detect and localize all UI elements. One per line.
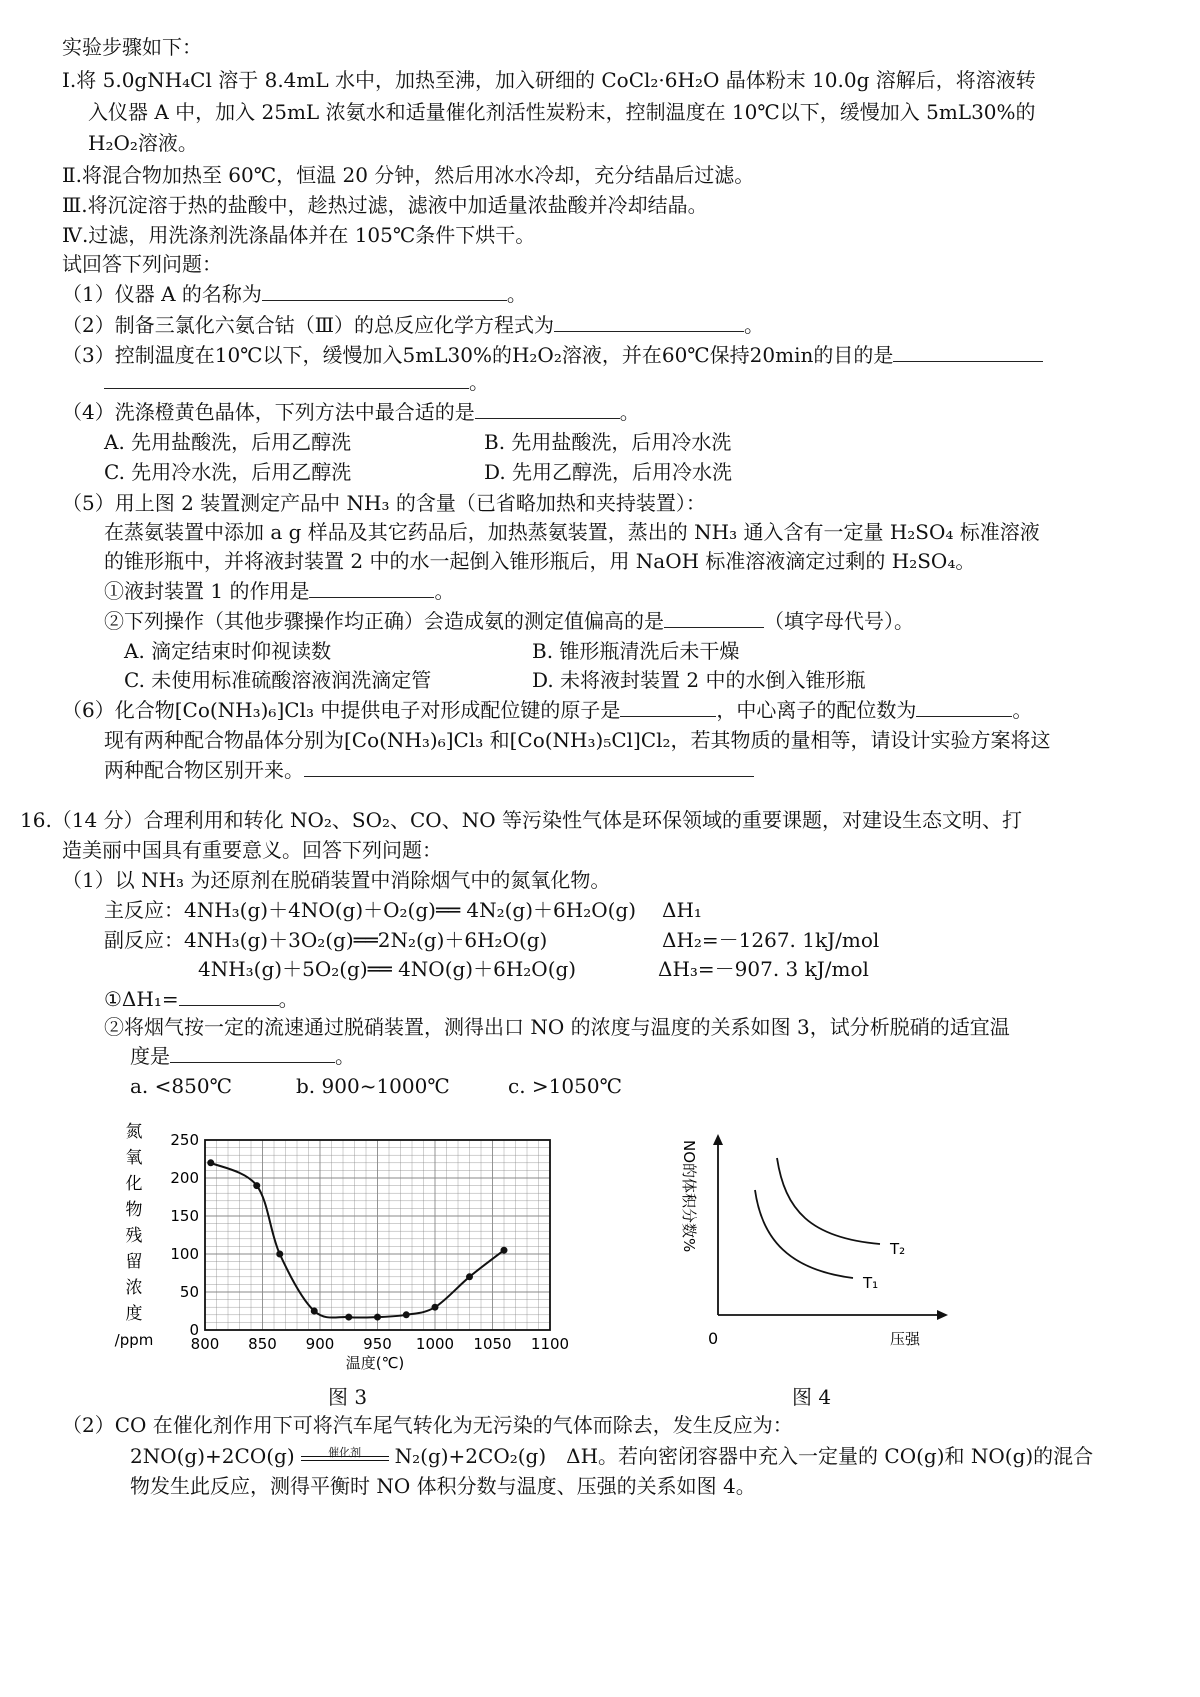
products: N₂(g)+2CO₂(g) <box>394 1444 547 1468</box>
curve-t2 <box>777 1158 880 1244</box>
period: 。 <box>1012 698 1033 722</box>
t1-label: T₁ <box>863 1274 879 1292</box>
side-reaction-2: 4NH₃(g)＋5O₂(g)══ 4NO(g)＋6H₂O(g) <box>198 957 577 981</box>
data-point <box>403 1311 410 1318</box>
temp-option-a: a. <850℃ <box>130 1074 232 1098</box>
data-point <box>345 1314 352 1321</box>
x-tick-label: 1100 <box>530 1335 570 1353</box>
figure-4-caption: 图 4 <box>792 1385 832 1409</box>
y-axis-arrow <box>713 1134 723 1145</box>
data-point <box>276 1251 283 1258</box>
y-tick-label: 0 <box>189 1321 199 1339</box>
x-tick-label: 1050 <box>473 1335 512 1353</box>
grid <box>205 1140 550 1330</box>
y-tick-label: 150 <box>170 1207 199 1225</box>
problem-16-part-2-line-3: 物发生此反应，测得平衡时 NO 体积分数与温度、压强的关系如图 4。 <box>130 1474 756 1498</box>
period: 。 <box>744 313 765 337</box>
y-label-char: 化 <box>125 1174 143 1194</box>
answer-blank[interactable] <box>304 758 754 777</box>
question-6-text-2: ，中心离子的配位数为 <box>716 698 917 722</box>
question-5-sub-1 <box>104 579 454 603</box>
question-6-line-3-text: 两种配合物区别开来。 <box>104 758 304 782</box>
question-6-text: （6）化合物[Co(NH₃)₆]Cl₃ 中提供电子对形成配位键的原子是 <box>62 698 621 722</box>
reverse-arrow-line <box>301 1460 389 1461</box>
answer-blank[interactable] <box>664 609 764 628</box>
question-6 <box>62 698 1032 722</box>
question-5-line-3: 的锥形瓶中，并将液封装置 2 中的水一起倒入锥形瓶后，用 NaOH 标准溶液滴定过剩的 H₂SO₄。 <box>104 549 976 573</box>
side-reaction-1-dh: ΔH₂=－1267. 1kJ/mol <box>662 928 880 952</box>
steps-heading: 实验步骤如下： <box>62 35 202 59</box>
y-label-char: 度 <box>125 1304 143 1324</box>
data-point <box>207 1159 214 1166</box>
data-point <box>253 1182 260 1189</box>
answer-blank[interactable] <box>179 987 279 1006</box>
step-4: Ⅳ.过滤，用洗涤剂洗涤晶体并在 105℃条件下烘干。 <box>62 223 536 247</box>
y-label-char: 物 <box>125 1200 143 1220</box>
curve-t1 <box>755 1190 853 1278</box>
part-1-sub-2-line-2-text: 度是 <box>130 1044 170 1068</box>
answer-blank[interactable] <box>104 370 469 389</box>
answer-blank[interactable] <box>262 282 507 301</box>
y-label-char: 氮 <box>125 1122 143 1142</box>
question-5-sub-2 <box>104 609 914 633</box>
tick-labels <box>170 1131 569 1353</box>
answer-blank[interactable] <box>475 400 620 419</box>
catalyst-label: 催化剂 <box>328 1446 362 1459</box>
question-5: （5）用上图 2 装置测定产品中 NH₃ 的含量（已省略加热和夹持装置）： <box>62 491 706 515</box>
data-points <box>207 1159 507 1320</box>
answer-blank[interactable] <box>554 313 744 332</box>
period: 。 <box>278 987 299 1011</box>
part-1-sub-1-text: ①ΔH₁= <box>104 987 179 1011</box>
main-reaction: 主反应：4NH₃(g)＋4NO(g)＋O₂(g)══ 4N₂(g)＋6H₂O(g) <box>104 898 637 922</box>
part-1-sub-2-line-2 <box>130 1044 355 1068</box>
main-reaction-dh: ΔH₁ <box>662 898 702 922</box>
question-4 <box>62 400 640 424</box>
question-6-line-3 <box>104 758 754 782</box>
x-tick-label: 800 <box>190 1335 220 1353</box>
part-1-sub-2: ②将烟气按一定的流速通过脱硝装置，测得出口 NO 的浓度与温度的关系如图 3，试分析脱硝的适宜温 <box>104 1015 1010 1039</box>
reactants: 2NO(g)+2CO(g) <box>130 1444 295 1468</box>
option-d: D. 先用乙醇洗，后用冷水洗 <box>484 460 733 484</box>
q5-option-b: B. 锥形瓶清洗后未干燥 <box>532 639 740 663</box>
x-axis-label: 温度(℃) <box>345 1354 405 1372</box>
question-6-line-2: 现有两种配合物晶体分别为[Co(NH₃)₆]Cl₃ 和[Co(NH₃)₅Cl]Cl₂，若其物质的量相等，请设计实验方案将这 <box>104 728 1051 752</box>
x-tick-label: 900 <box>305 1335 335 1353</box>
x-tick-label: 1000 <box>415 1335 455 1353</box>
temp-option-b: b. 900~1000℃ <box>296 1074 450 1098</box>
problem-16: 16.（14 分）合理利用和转化 NO₂、SO₂、CO、NO 等污染性气体是环保领域的重要课题，对建设生态文明、打 <box>20 808 1022 832</box>
question-3 <box>62 343 1043 367</box>
answer-blank[interactable] <box>916 698 1012 717</box>
co-reaction-note: ΔH。若向密闭容器中充入一定量的 CO(g)和 NO(g)的混合 <box>566 1444 1094 1468</box>
side-reaction-2-dh: ΔH₃=－907. 3 kJ/mol <box>658 957 869 981</box>
period: 。 <box>434 579 455 603</box>
temp-option-c: c. >1050℃ <box>508 1074 622 1098</box>
data-point <box>374 1314 381 1321</box>
option-b: B. 先用盐酸洗，后用冷水洗 <box>484 430 732 454</box>
question-5-sub-1-text: ①液封装置 1 的作用是 <box>104 579 310 603</box>
forward-arrow-line <box>301 1456 389 1457</box>
part-1-sub-1 <box>104 987 299 1011</box>
y-label-char: 氧 <box>125 1148 143 1168</box>
data-point <box>432 1304 439 1311</box>
question-2 <box>62 313 764 337</box>
problem-16-line-2: 造美丽中国具有重要意义。回答下列问题： <box>62 838 442 862</box>
figure-3-chart <box>110 1115 590 1380</box>
q5-option-a: A. 滴定结束时仰视读数 <box>124 639 332 663</box>
y-axis-label <box>115 1122 154 1349</box>
y-label-char: 残 <box>125 1226 143 1246</box>
answer-blank[interactable] <box>620 698 716 717</box>
step-1-line-2: 入仪器 A 中，加入 25mL 浓氨水和适量催化剂活性炭粉末，控制温度在 10℃以下，缓慢加入 5mL30%的 <box>88 100 1036 124</box>
side-reaction-1: 副反应：4NH₃(g)＋3O₂(g)══2N₂(g)＋6H₂O(g) <box>104 928 548 952</box>
question-2-text: （2）制备三氯化六氨合钴（Ⅲ）的总反应化学方程式为 <box>62 313 555 337</box>
q5-option-d: D. 未将液封装置 2 中的水倒入锥形瓶 <box>532 668 866 692</box>
question-5-sub-2-text: ②下列操作（其他步骤操作均正确）会造成氨的测定值偏高的是 <box>104 609 664 633</box>
period: 。 <box>469 370 489 394</box>
period: 。 <box>619 400 640 424</box>
y-label-unit: /ppm <box>114 1331 154 1349</box>
data-point <box>311 1308 318 1315</box>
x-tick-label: 950 <box>363 1335 392 1353</box>
step-2: Ⅱ.将混合物加热至 60℃，恒温 20 分钟，然后用冰水冷却，充分结晶后过滤。 <box>62 163 755 187</box>
y-label-char: 留 <box>125 1252 143 1272</box>
step-1-line-3: H₂O₂溶液。 <box>88 131 198 155</box>
step-1-line-1: Ⅰ.将 5.0gNH₄Cl 溶于 8.4mL 水中，加热至沸，加入研细的 CoCl₂·6H₂O 晶体粉末 10.0g 溶解后，将溶液转 <box>62 68 1036 92</box>
data-point <box>466 1273 473 1280</box>
y-tick-label: 200 <box>170 1169 199 1187</box>
option-a: A. 先用盐酸洗，后用乙醇洗 <box>104 430 352 454</box>
data-point <box>501 1247 508 1254</box>
question-5-line-2: 在蒸氨装置中添加 a g 样品及其它药品后，加热蒸氨装置，蒸出的 NH₃ 通入含有一定量 H₂SO₄ 标准溶液 <box>104 520 1040 544</box>
answer-blank[interactable] <box>309 579 434 598</box>
x-axis-label: 压强 <box>890 1330 921 1348</box>
y-tick-label: 100 <box>170 1245 199 1263</box>
period: 。 <box>335 1044 355 1068</box>
origin-label: 0 <box>708 1329 719 1348</box>
t2-label: T₂ <box>890 1240 906 1258</box>
figure-3-caption: 图 3 <box>328 1385 368 1409</box>
problem-16-part-2: （2）CO 在催化剂作用下可将汽车尾气转化为无污染的气体而除去，发生反应为： <box>62 1413 793 1437</box>
step-3: Ⅲ.将沉淀溶于热的盐酸中，趁热过滤，滤液中加适量浓盐酸并冷却结晶。 <box>62 193 708 217</box>
answer-blank[interactable] <box>893 343 1043 362</box>
question-1-text: （1）仪器 A 的名称为 <box>62 282 262 306</box>
y-axis-label: NO的体积分数% <box>680 1140 698 1253</box>
figure-4-chart <box>670 1130 970 1355</box>
question-3-continuation <box>104 370 489 394</box>
question-3-text: （3）控制温度在10℃以下，缓慢加入5mL30%的H₂O₂溶液，并在60℃保持20min的目的是 <box>62 343 894 367</box>
question-5-sub-2-note: （填字母代号）。 <box>764 609 914 633</box>
co-reaction-equation <box>130 1444 1093 1468</box>
question-4-text: （4）洗涤橙黄色晶体，下列方法中最合适的是 <box>62 400 475 424</box>
q5-option-c: C. 未使用标准硫酸溶液润洗滴定管 <box>124 668 432 692</box>
question-1 <box>62 282 527 306</box>
y-tick-label: 50 <box>179 1283 199 1301</box>
equilibrium-arrow <box>295 1444 395 1468</box>
y-label-char: 浓 <box>125 1278 143 1298</box>
period: 。 <box>506 282 527 306</box>
questions-heading: 试回答下列问题： <box>62 252 222 276</box>
y-tick-label: 250 <box>170 1131 199 1149</box>
x-axis-arrow <box>937 1310 948 1320</box>
problem-16-part-1: （1）以 NH₃ 为还原剂在脱硝装置中消除烟气中的氮氧化物。 <box>62 868 611 892</box>
x-tick-label: 850 <box>248 1335 277 1353</box>
answer-blank[interactable] <box>170 1044 335 1063</box>
option-c: C. 先用冷水洗，后用乙醇洗 <box>104 460 352 484</box>
